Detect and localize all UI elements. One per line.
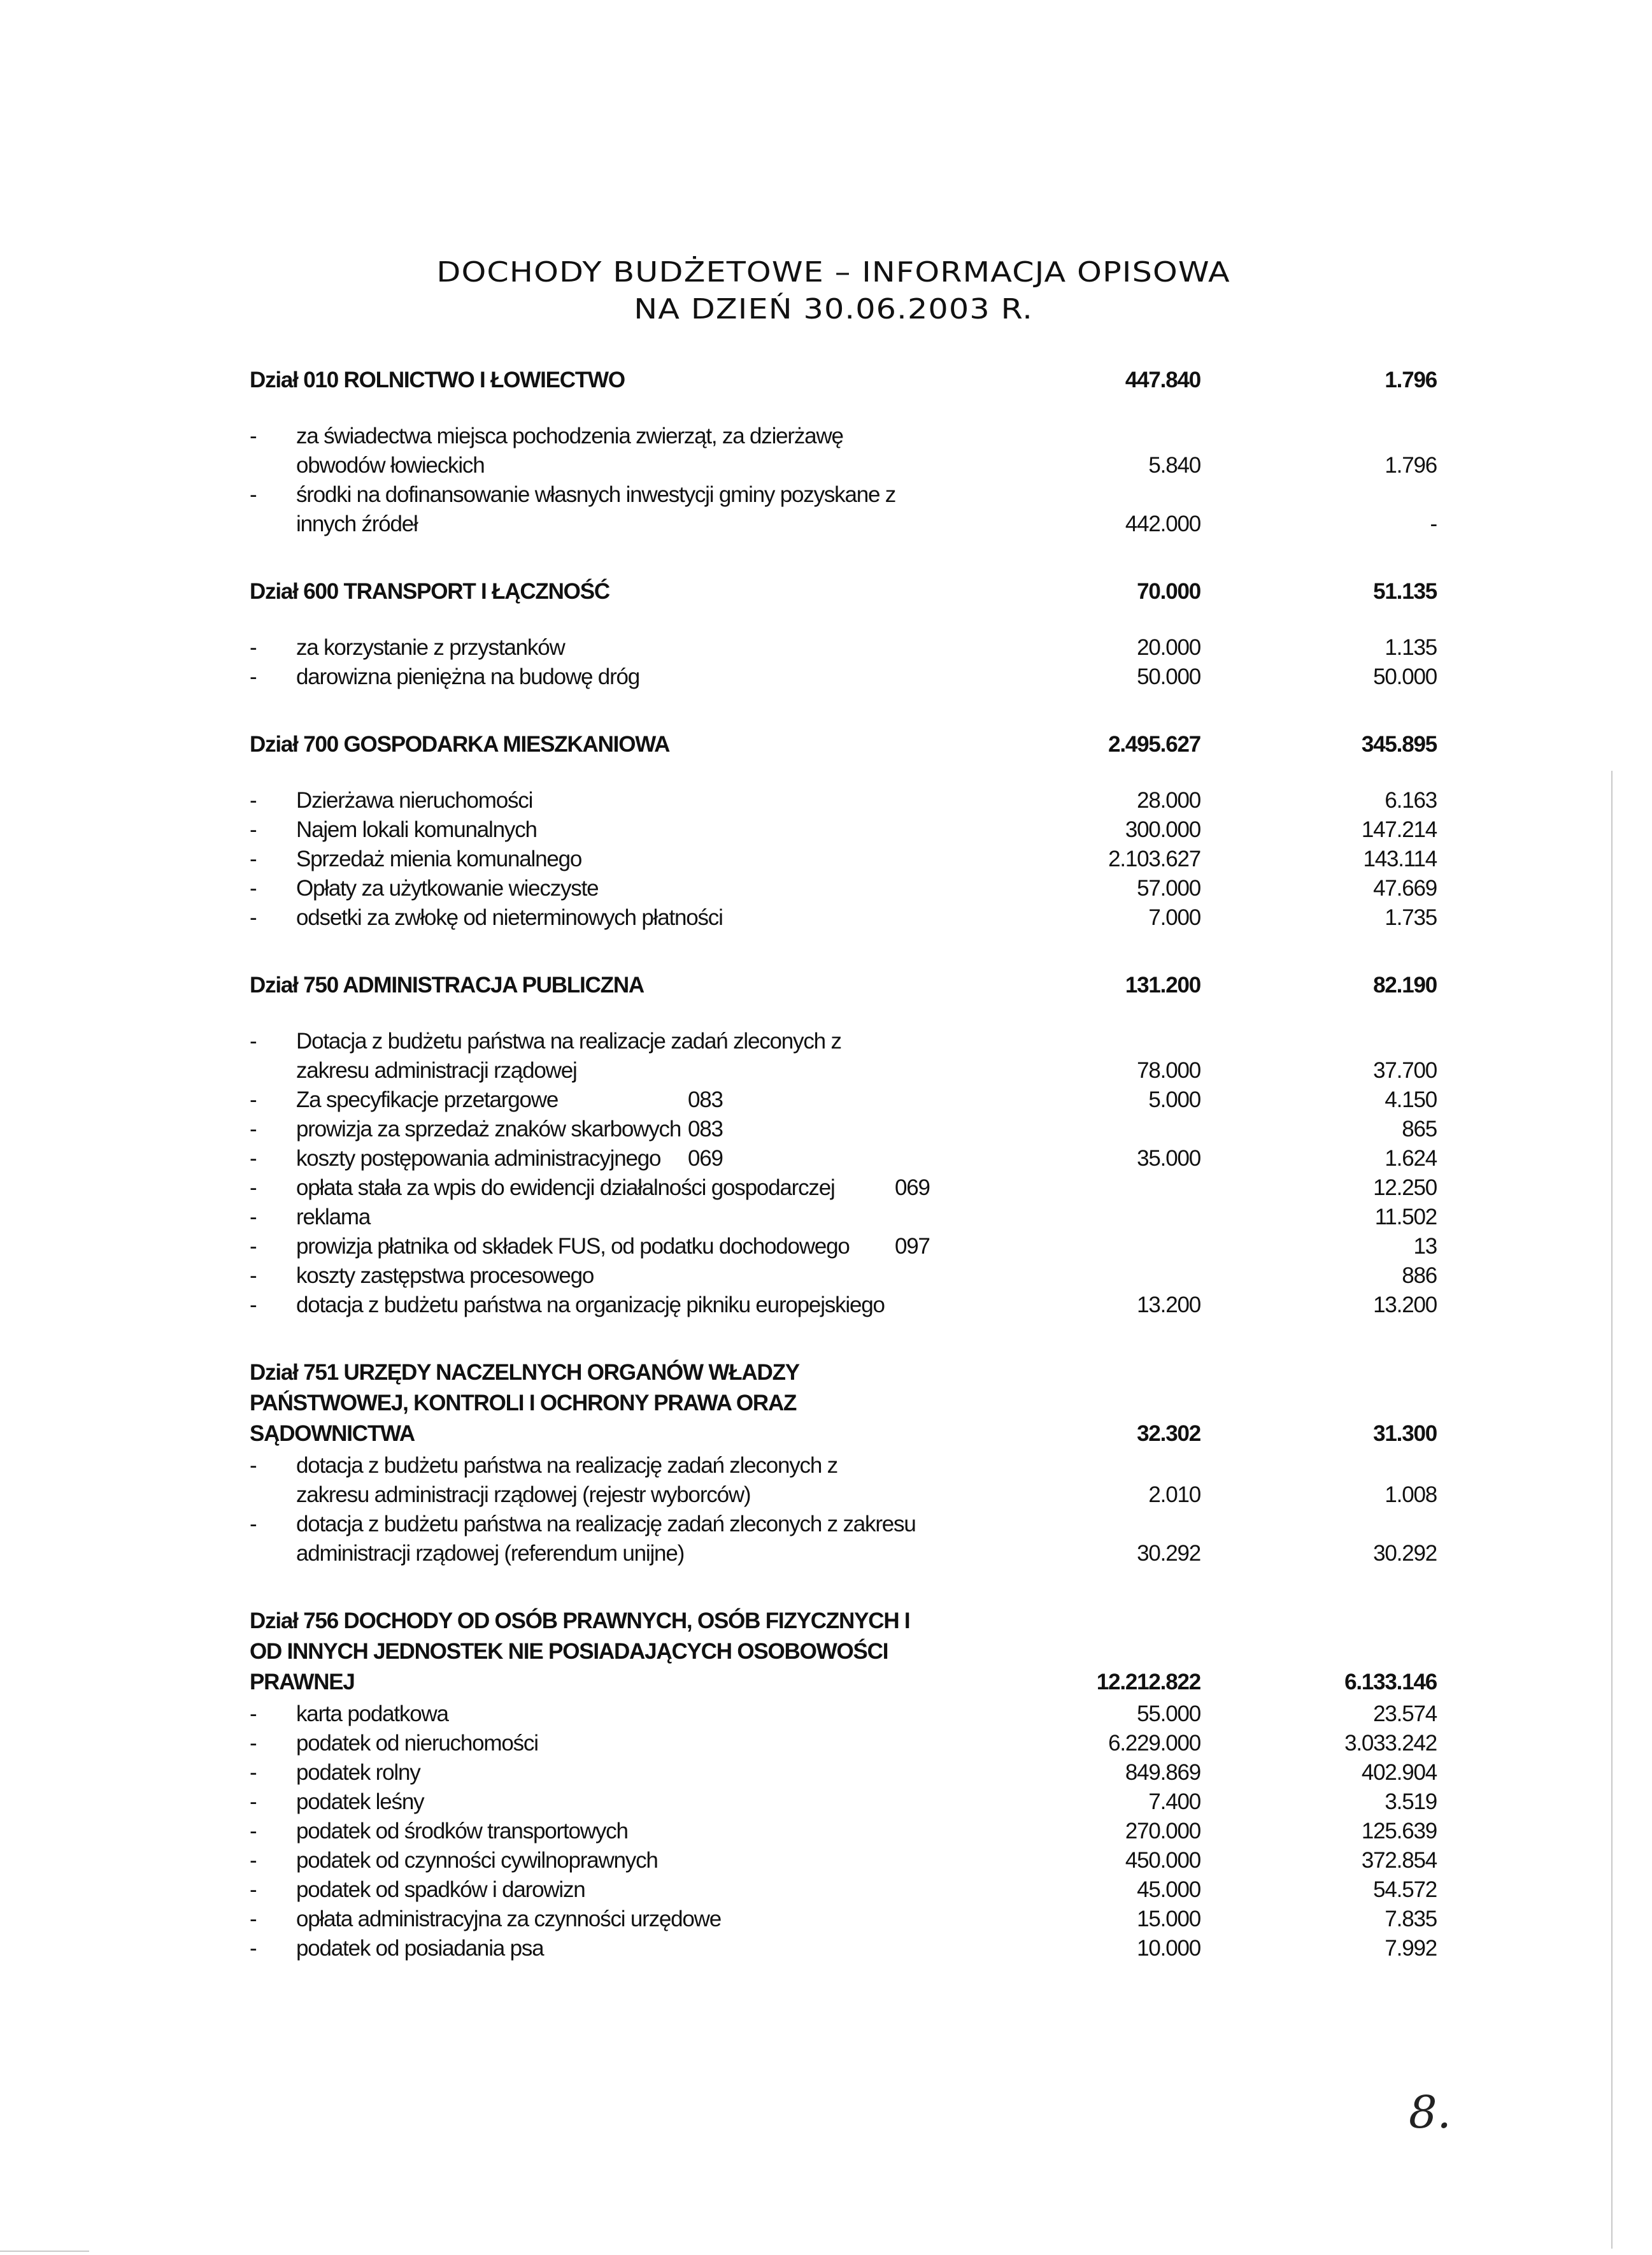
- item-executed-value: 7.835: [1385, 1907, 1437, 1931]
- section-heading: Dział 600 TRANSPORT I ŁĄCZNOŚĆ: [250, 579, 609, 604]
- item-executed-value: 3.519: [1385, 1789, 1437, 1814]
- item-executed-value: 47.669: [1373, 876, 1437, 901]
- item-dash: -: [250, 424, 257, 448]
- section-heading: Dział 010 ROLNICTWO I ŁOWIECTWO: [250, 368, 625, 392]
- item-dash: -: [250, 1936, 257, 1961]
- item-plan-value: 7.400: [1148, 1789, 1200, 1814]
- item-plan-value: 2.010: [1148, 1482, 1200, 1507]
- item-executed-value: 1.135: [1385, 635, 1437, 660]
- item-label: Dzierżawa nieruchomości: [296, 788, 533, 813]
- item-plan-value: 20.000: [1137, 635, 1200, 660]
- item-plan-value: 5.840: [1148, 453, 1200, 478]
- item-executed-value: 12.250: [1373, 1175, 1437, 1200]
- item-label: podatek od posiadania psa: [296, 1936, 544, 1961]
- item-dash: -: [250, 1146, 257, 1171]
- item-executed-value: 3.033.242: [1344, 1731, 1437, 1756]
- item-executed-value: 1.735: [1385, 905, 1437, 930]
- item-plan-value: 300.000: [1125, 817, 1200, 842]
- item-dash: -: [250, 788, 257, 813]
- section-heading: Dział 750 ADMINISTRACJA PUBLICZNA: [250, 973, 644, 998]
- section-total-executed: 1.796: [1385, 368, 1437, 392]
- section-total-plan: 12.212.822: [1096, 1670, 1200, 1694]
- item-dash: -: [250, 1087, 257, 1112]
- item-label: reklama: [296, 1205, 371, 1229]
- item-executed-value: -: [1430, 512, 1437, 536]
- item-executed-value: 1.008: [1385, 1482, 1437, 1507]
- item-label: Najem lokali komunalnych: [296, 817, 537, 842]
- item-plan-value: 35.000: [1137, 1146, 1200, 1171]
- page-number: 8.: [1409, 2086, 1451, 2138]
- item-plan-value: 50.000: [1137, 664, 1200, 689]
- item-label: za świadectwa miejsca pochodzenia zwierząt, za dzierżawę: [296, 424, 843, 448]
- item-dash: -: [250, 664, 257, 689]
- item-dash: -: [250, 1789, 257, 1814]
- item-executed-value: 50.000: [1373, 664, 1437, 689]
- section-total-plan: 2.495.627: [1108, 732, 1200, 757]
- item-plan-value: 7.000: [1148, 905, 1200, 930]
- item-code: 069: [895, 1175, 930, 1200]
- item-executed-value: 11.502: [1374, 1205, 1437, 1229]
- item-executed-value: 4.150: [1385, 1087, 1437, 1112]
- section-heading: OD INNYCH JEDNOSTEK NIE POSIADAJĄCYCH OSOBOWOŚCI: [250, 1639, 888, 1664]
- item-label: opłata stała za wpis do ewidencji działalności gospodarczej: [296, 1175, 835, 1200]
- item-executed-value: 1.624: [1385, 1146, 1437, 1171]
- scan-edge-line: [0, 2251, 89, 2252]
- item-label: podatek od czynności cywilnoprawnych: [296, 1848, 658, 1873]
- section-total-plan: 447.840: [1125, 368, 1200, 392]
- item-dash: -: [250, 817, 257, 842]
- document-title-line-2: NA DZIEŃ 30.06.2003 R.: [634, 293, 1034, 326]
- item-label: koszty zastępstwa procesowego: [296, 1263, 594, 1288]
- item-executed-value: 1.796: [1385, 453, 1437, 478]
- item-dash: -: [250, 1701, 257, 1726]
- section-total-plan: 32.302: [1137, 1421, 1200, 1446]
- item-executed-value: 886: [1402, 1263, 1437, 1288]
- item-label: Sprzedaż mienia komunalnego: [296, 847, 582, 871]
- item-plan-value: 6.229.000: [1108, 1731, 1200, 1756]
- section-heading: PAŃSTWOWEJ, KONTROLI I OCHRONY PRAWA ORAZ: [250, 1391, 797, 1415]
- item-plan-value: 15.000: [1137, 1907, 1200, 1931]
- scan-edge-line: [1611, 771, 1613, 2249]
- item-label: podatek od nieruchomości: [296, 1731, 538, 1756]
- item-code: 097: [895, 1234, 930, 1259]
- section-heading: Dział 700 GOSPODARKA MIESZKANIOWA: [250, 732, 670, 757]
- item-dash: -: [250, 1234, 257, 1259]
- item-plan-value: 30.292: [1137, 1541, 1200, 1566]
- item-plan-value: 270.000: [1125, 1819, 1200, 1843]
- item-label: koszty postępowania administracyjnego: [296, 1146, 661, 1171]
- section-heading: Dział 756 DOCHODY OD OSÓB PRAWNYCH, OSÓB FIZYCZNYCH I: [250, 1608, 910, 1633]
- section-total-executed: 6.133.146: [1344, 1670, 1437, 1694]
- item-label: odsetki za zwłokę od nieterminowych płatności: [296, 905, 723, 930]
- section-total-plan: 131.200: [1125, 973, 1200, 998]
- item-plan-value: 78.000: [1137, 1058, 1200, 1083]
- item-executed-value: 23.574: [1373, 1701, 1437, 1726]
- item-code: 083: [688, 1087, 723, 1112]
- item-dash: -: [250, 1292, 257, 1317]
- item-executed-value: 30.292: [1373, 1541, 1437, 1566]
- item-label: podatek od środków transportowych: [296, 1819, 628, 1843]
- item-executed-value: 13: [1413, 1234, 1437, 1259]
- item-plan-value: 45.000: [1137, 1877, 1200, 1902]
- item-executed-value: 147.214: [1361, 817, 1437, 842]
- item-executed-value: 13.200: [1373, 1292, 1437, 1317]
- item-plan-value: 450.000: [1125, 1848, 1200, 1873]
- item-executed-value: 372.854: [1361, 1848, 1437, 1873]
- item-code: 069: [688, 1146, 723, 1171]
- item-label: dotacja z budżetu państwa na realizację zadań zleconych z zakresu: [296, 1512, 916, 1536]
- item-label: za korzystanie z przystanków: [296, 635, 565, 660]
- item-label: Za specyfikacje przetargowe: [296, 1087, 559, 1112]
- item-label: podatek od spadków i darowizn: [296, 1877, 585, 1902]
- item-dash: -: [250, 1029, 257, 1054]
- item-plan-value: 2.103.627: [1108, 847, 1200, 871]
- document-title-line-1: DOCHODY BUDŻETOWE – INFORMACJA OPISOWA: [436, 256, 1230, 289]
- item-executed-value: 7.992: [1385, 1936, 1437, 1961]
- item-label: prowizja płatnika od składek FUS, od podatku dochodowego: [296, 1234, 850, 1259]
- section-total-executed: 31.300: [1373, 1421, 1437, 1446]
- item-executed-value: 54.572: [1373, 1877, 1437, 1902]
- item-plan-value: 5.000: [1148, 1087, 1200, 1112]
- item-label: darowizna pieniężna na budowę dróg: [296, 664, 640, 689]
- item-plan-value: 10.000: [1137, 1936, 1200, 1961]
- section-total-plan: 70.000: [1137, 579, 1200, 604]
- section-total-executed: 82.190: [1373, 973, 1437, 998]
- item-dash: -: [250, 1117, 257, 1142]
- item-label: zakresu administracji rządowej (rejestr wyborców): [296, 1482, 751, 1507]
- item-plan-value: 442.000: [1125, 512, 1200, 536]
- item-label: dotacja z budżetu państwa na organizację pikniku europejskiego: [296, 1292, 885, 1317]
- item-label: środki na dofinansowanie własnych inwestycji gminy pozyskane z: [296, 482, 896, 507]
- item-dash: -: [250, 635, 257, 660]
- item-executed-value: 865: [1402, 1117, 1437, 1142]
- item-executed-value: 125.639: [1361, 1819, 1437, 1843]
- item-label: innych źródeł: [296, 512, 418, 536]
- item-dash: -: [250, 876, 257, 901]
- item-dash: -: [250, 1453, 257, 1478]
- item-executed-value: 37.700: [1373, 1058, 1437, 1083]
- item-dash: -: [250, 1512, 257, 1536]
- item-code: 083: [688, 1117, 723, 1142]
- section-total-executed: 345.895: [1361, 732, 1437, 757]
- item-dash: -: [250, 1760, 257, 1785]
- item-executed-value: 143.114: [1363, 847, 1437, 871]
- item-label: zakresu administracji rządowej: [296, 1058, 577, 1083]
- section-heading: PRAWNEJ: [250, 1670, 355, 1694]
- item-executed-value: 402.904: [1361, 1760, 1437, 1785]
- section-total-executed: 51.135: [1373, 579, 1437, 604]
- item-label: dotacja z budżetu państwa na realizację zadań zleconych z: [296, 1453, 837, 1478]
- item-executed-value: 6.163: [1385, 788, 1437, 813]
- item-plan-value: 55.000: [1137, 1701, 1200, 1726]
- item-dash: -: [250, 847, 257, 871]
- item-label: opłata administracyjna za czynności urzędowe: [296, 1907, 722, 1931]
- item-label: administracji rządowej (referendum unijne): [296, 1541, 685, 1566]
- item-label: Dotacja z budżetu państwa na realizacje zadań zleconych z: [296, 1029, 841, 1054]
- item-plan-value: 28.000: [1137, 788, 1200, 813]
- item-dash: -: [250, 1819, 257, 1843]
- item-dash: -: [250, 1205, 257, 1229]
- item-dash: -: [250, 1263, 257, 1288]
- item-label: podatek rolny: [296, 1760, 420, 1785]
- item-label: karta podatkowa: [296, 1701, 448, 1726]
- item-dash: -: [250, 482, 257, 507]
- item-dash: -: [250, 1877, 257, 1902]
- item-dash: -: [250, 905, 257, 930]
- item-plan-value: 57.000: [1137, 876, 1200, 901]
- item-dash: -: [250, 1175, 257, 1200]
- item-dash: -: [250, 1848, 257, 1873]
- item-dash: -: [250, 1907, 257, 1931]
- item-label: prowizja za sprzedaż znaków skarbowych: [296, 1117, 681, 1142]
- item-label: podatek leśny: [296, 1789, 424, 1814]
- item-dash: -: [250, 1731, 257, 1756]
- section-heading: Dział 751 URZĘDY NACZELNYCH ORGANÓW WŁADZY: [250, 1360, 799, 1385]
- item-label: Opłaty za użytkowanie wieczyste: [296, 876, 599, 901]
- item-label: obwodów łowieckich: [296, 453, 485, 478]
- item-plan-value: 13.200: [1137, 1292, 1200, 1317]
- section-heading: SĄDOWNICTWA: [250, 1421, 415, 1446]
- item-plan-value: 849.869: [1125, 1760, 1200, 1785]
